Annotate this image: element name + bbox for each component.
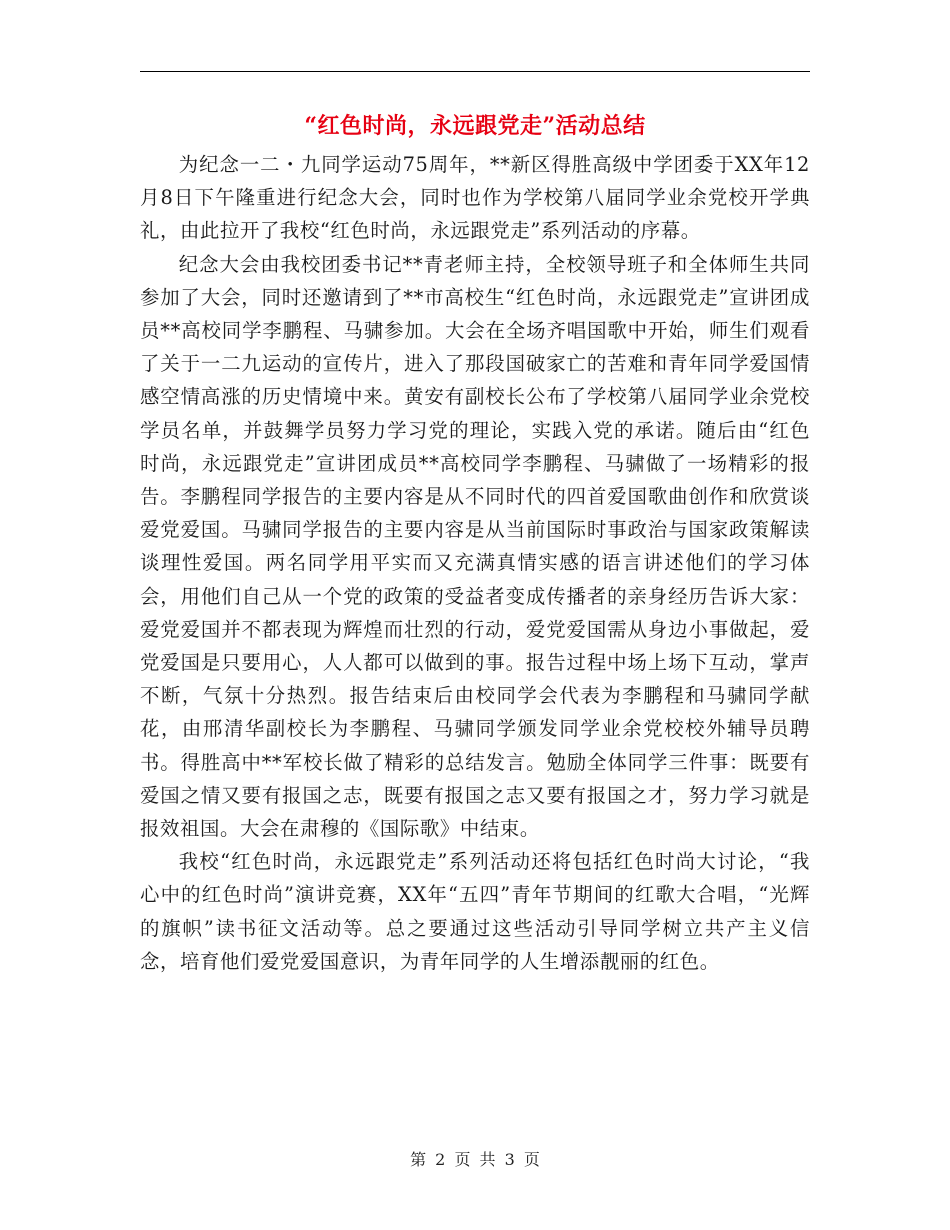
document-title: “红色时尚，永远跟党走”活动总结 bbox=[304, 113, 646, 139]
header-rule bbox=[140, 71, 810, 72]
document-body bbox=[140, 148, 810, 978]
paragraph-3: 我校“红色时尚，永远跟党走”系列活动还将包括红色时尚大讨论，“我心中的红色时尚”演讲竞赛，XX年“五四”青年节期间的红歌大合唱，“光辉的旗帜”读书征文活动等。总之要通过这些活动引导同学树立共产主义信念，培育他们爱党爱国意识，为青年同学的人生增添靓丽的红色。 bbox=[140, 850, 810, 973]
paragraph-1: 为纪念一二・九同学运动75周年，**新区得胜高级中学团委于XX年12月8日下午隆重进行纪念大会，同时也作为学校第八届同学业余党校开学典礼，由此拉开了我校“红色时尚，永远跟党走”系列活动的序幕。 bbox=[140, 153, 810, 243]
paragraph-2: 纪念大会由我校团委书记**青老师主持，全校领导班子和全体师生共同参加了大会，同时还邀请到了**市高校生“红色时尚，永远跟党走”宣讲团成员**高校同学李鹏程、马骕参加。大会在全场齐唱国歌中开始，师生们观看了关于一二九运动的宣传片，进入了那段国破家亡的苦难和青年同学爱国情感空情高涨的历史情境中来。黄安有副校长公布了学校第八届同学业余党校学员名单，并鼓舞学员努力学习党的理论，实践入党的承诺。随后由“红色时尚，永远跟党走”宣讲团成员**高校同学李鹏程、马骕做了一场精彩的报告。李鹏程同学报告的主要内容是从不同时代的四首爱国歌曲创作和欣赏谈爱党爱国。马骕同学报告的主要内容是从当前国际时事政治与国家政策解读谈理性爱国。两名同学用平实而又充满真情实感的语言讲述他们的学习体会，用他们自己从一个党的政策的受益者变成传播者的亲身经历告诉大家：爱党爱国并不都表现为辉煌而壮烈的行动，爱党爱国需从身边小事做起，爱党爱国是只要用心，人人都可以做到的事。报告过程中场上场下互动，掌声不断，气氛十分热烈。报告结束后由校同学会代表为李鹏程和马骕同学献花，由邢清华副校长为李鹏程、马骕同学颁发同学业余党校校外辅导员聘书。得胜高中**军校长做了精彩的总结发言。勉励全体同学三件事：既要有爱国之情又要有报国之志，既要有报国之志又要有报国之才，努力学习就是报效祖国。大会在肃穆的《国际歌》中结束。 bbox=[140, 252, 810, 841]
page-number: 第 2 页 共 3 页 bbox=[410, 1150, 540, 1169]
